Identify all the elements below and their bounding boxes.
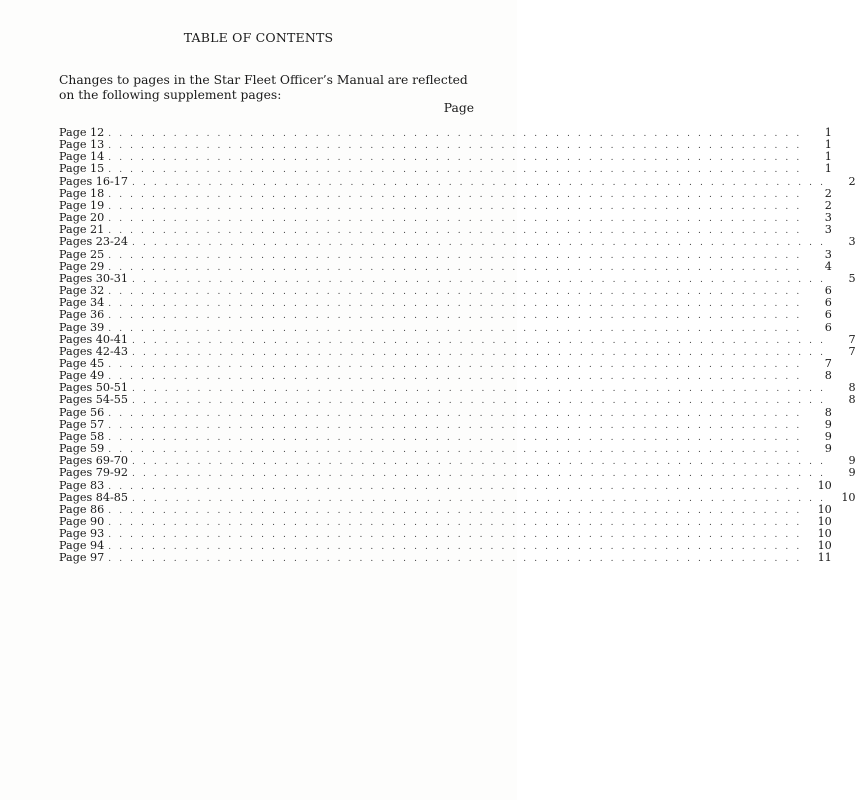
toc-entry [59,320,832,334]
toc-entry [59,356,832,370]
toc-entry-page-number: 6 [824,320,832,334]
toc-entry [59,539,832,553]
toc-entry-label: Page 19 [59,198,105,212]
toc-leader-dots: . . . . . . . . . . . . . . . . . . . . . . . . . . . . . . . . . . . . . . . . . . . . . . . . . . . . . . . . . . . . . . . . [132,335,826,346]
toc-entry-page-number: 2 [824,198,832,212]
toc-entry [59,271,856,285]
toc-list [59,126,856,565]
toc-entry-label: Page 45 [59,356,105,370]
toc-entry-page-number: 8 [824,369,832,383]
toc-entry-label: Page 13 [59,138,105,152]
toc-entry-label: Pages 16-17 [59,174,129,188]
toc-leader-dots: . . . . . . . . . . . . . . . . . . . . . . . . . . . . . . . . . . . . . . . . . . . . . . . . . . . . . . . . . . . . . . . . [108,189,802,200]
toc-entry-label: Pages 42-43 [59,344,129,358]
toc-entry-label: Page 83 [59,478,105,492]
toc-entry [59,162,832,176]
toc-entry-page-number: 3 [848,235,856,249]
toc-entry-label: Page 25 [59,247,105,261]
toc-leader-dots: . . . . . . . . . . . . . . . . . . . . . . . . . . . . . . . . . . . . . . . . . . . . . . . . . . . . . . . . . . . . . . . . [108,408,802,419]
toc-leader-dots: . . . . . . . . . . . . . . . . . . . . . . . . . . . . . . . . . . . . . . . . . . . . . . . . . . . . . . . . . . . . . . . . [132,177,826,188]
toc-entry-page-number: 9 [824,429,832,443]
toc-leader-dots: . . . . . . . . . . . . . . . . . . . . . . . . . . . . . . . . . . . . . . . . . . . . . . . . . . . . . . . . . . . . . . . . [132,457,826,468]
toc-entry-page-number: 11 [817,551,832,565]
toc-entry-page-number: 6 [824,284,832,298]
toc-entry-label: Page 15 [59,162,105,176]
toc-entry-page-number: 4 [824,259,832,273]
toc-entry [59,296,832,310]
toc-entry-label: Page 58 [59,429,105,443]
toc-leader-dots: . . . . . . . . . . . . . . . . . . . . . . . . . . . . . . . . . . . . . . . . . . . . . . . . . . . . . . . . . . . . . . . . [108,226,802,237]
toc-leader-dots: . . . . . . . . . . . . . . . . . . . . . . . . . . . . . . . . . . . . . . . . . . . . . . . . . . . . . . . . . . . . . . . . [108,530,802,541]
toc-leader-dots: . . . . . . . . . . . . . . . . . . . . . . . . . . . . . . . . . . . . . . . . . . . . . . . . . . . . . . . . . . . . . . . . [108,505,802,516]
page-title: TABLE OF CONTENTS [183,30,334,45]
toc-entry [59,405,832,419]
toc-entry-label: Page 29 [59,259,105,273]
toc-entry [59,502,832,516]
toc-entry-label: Pages 30-31 [59,271,129,285]
toc-entry-page-number: 7 [848,332,856,346]
toc-entry-label: Page 93 [59,527,105,541]
toc-entry [59,466,856,480]
toc-entry-page-number: 9 [824,442,832,456]
toc-entry-page-number: 10 [841,490,856,504]
toc-entry-label: Page 36 [59,308,105,322]
toc-entry [59,344,856,358]
toc-entry-page-number: 7 [824,356,832,370]
toc-entry [59,308,832,322]
toc-entry-page-number: 2 [824,186,832,200]
toc-entry [59,551,832,565]
toc-entry [59,490,856,504]
toc-leader-dots: . . . . . . . . . . . . . . . . . . . . . . . . . . . . . . . . . . . . . . . . . . . . . . . . . . . . . . . . . . . . . . . . [108,287,802,298]
toc-leader-dots: . . . . . . . . . . . . . . . . . . . . . . . . . . . . . . . . . . . . . . . . . . . . . . . . . . . . . . . . . . . . . . . . [108,311,802,322]
toc-leader-dots: . . . . . . . . . . . . . . . . . . . . . . . . . . . . . . . . . . . . . . . . . . . . . . . . . . . . . . . . . . . . . . . . [132,493,826,504]
toc-entry [59,332,856,346]
toc-entry-label: Page 59 [59,442,105,456]
toc-leader-dots: . . . . . . . . . . . . . . . . . . . . . . . . . . . . . . . . . . . . . . . . . . . . . . . . . . . . . . . . . . . . . . . . [108,554,802,565]
toc-entry-label: Pages 23-24 [59,235,129,249]
toc-entry-label: Page 32 [59,284,105,298]
toc-entry-page-number: 10 [817,502,832,516]
toc-entry-page-number: 10 [817,515,832,528]
toc-entry-page-number: 3 [824,223,832,237]
toc-entry [59,186,832,200]
toc-leader-dots: . . . . . . . . . . . . . . . . . . . . . . . . . . . . . . . . . . . . . . . . . . . . . . . . . . . . . . . . . . . . . . . . [108,432,802,443]
toc-entry [59,247,832,261]
toc-leader-dots: . . . . . . . . . . . . . . . . . . . . . . . . . . . . . . . . . . . . . . . . . . . . . . . . . . . . . . . . . . . . . . . . [108,250,802,261]
toc-entry [59,478,832,492]
toc-leader-dots: . . . . . . . . . . . . . . . . . . . . . . . . . . . . . . . . . . . . . . . . . . . . . . . . . . . . . . . . . . . . . . . . [108,359,802,370]
toc-entry [59,515,832,528]
toc-leader-dots: . . . . . . . . . . . . . . . . . . . . . . . . . . . . . . . . . . . . . . . . . . . . . . . . . . . . . . . . . . . . . . . . [108,165,802,176]
toc-entry-page-number: 1 [824,150,832,164]
toc-entry-label: Pages 84-85 [59,490,129,504]
toc-leader-dots: . . . . . . . . . . . . . . . . . . . . . . . . . . . . . . . . . . . . . . . . . . . . . . . . . . . . . . . . . . . . . . . . [108,323,802,334]
toc-entry-page-number: 8 [824,405,832,419]
toc-entry [59,126,832,139]
toc-entry-label: Pages 50-51 [59,381,129,395]
toc-entry [59,527,832,541]
toc-entry-label: Page 20 [59,211,105,225]
toc-entry-page-number: 6 [824,308,832,322]
toc-entry-label: Page 86 [59,502,105,516]
toc-leader-dots: . . . . . . . . . . . . . . . . . . . . . . . . . . . . . . . . . . . . . . . . . . . . . . . . . . . . . . . . . . . . . . . . [108,201,802,212]
toc-entry [59,138,832,152]
intro-paragraph: Changes to pages in the Star Fleet Officer’s Manual are reflected on the following supplement pages: [59,73,468,102]
toc-entry-label: Page 97 [59,551,105,565]
toc-leader-dots: . . . . . . . . . . . . . . . . . . . . . . . . . . . . . . . . . . . . . . . . . . . . . . . . . . . . . . . . . . . . . . . . [108,214,802,225]
toc-leader-dots: . . . . . . . . . . . . . . . . . . . . . . . . . . . . . . . . . . . . . . . . . . . . . . . . . . . . . . . . . . . . . . . . [132,469,826,480]
toc-leader-dots: . . . . . . . . . . . . . . . . . . . . . . . . . . . . . . . . . . . . . . . . . . . . . . . . . . . . . . . . . . . . . . . . [108,420,802,431]
toc-entry-page-number: 3 [824,211,832,225]
toc-entry-label: Pages 69-70 [59,454,129,468]
toc-leader-dots: . . . . . . . . . . . . . . . . . . . . . . . . . . . . . . . . . . . . . . . . . . . . . . . . . . . . . . . . . . . . . . . . [132,274,826,285]
toc-entry [59,198,832,212]
toc-entry-page-number: 3 [824,247,832,261]
toc-entry-label: Pages 40-41 [59,332,129,346]
toc-entry-label: Page 34 [59,296,105,310]
toc-entry-label: Page 18 [59,186,105,200]
toc-leader-dots: . . . . . . . . . . . . . . . . . . . . . . . . . . . . . . . . . . . . . . . . . . . . . . . . . . . . . . . . . . . . . . . . [108,518,802,528]
toc-entry-page-number: 9 [824,417,832,431]
toc-entry-page-number: 2 [848,174,856,188]
toc-leader-dots: . . . . . . . . . . . . . . . . . . . . . . . . . . . . . . . . . . . . . . . . . . . . . . . . . . . . . . . . . . . . . . . . [108,299,802,310]
page-column-header: Page [443,101,474,115]
toc-entry-label: Page 21 [59,223,105,237]
toc-entry-page-number: 10 [817,539,832,553]
toc-entry-label: Page 14 [59,150,105,164]
toc-leader-dots: . . . . . . . . . . . . . . . . . . . . . . . . . . . . . . . . . . . . . . . . . . . . . . . . . . . . . . . . . . . . . . . . [108,141,802,152]
toc-entry-label: Page 39 [59,320,105,334]
toc-entry-label: Page 49 [59,369,105,383]
toc-entry [59,235,856,249]
toc-entry-label: Page 90 [59,515,105,528]
toc-entry-page-number: 8 [848,393,856,407]
toc-entry-page-number: 9 [848,454,856,468]
toc-leader-dots: . . . . . . . . . . . . . . . . . . . . . . . . . . . . . . . . . . . . . . . . . . . . . . . . . . . . . . . . . . . . . . . . [132,347,826,358]
toc-leader-dots: . . . . . . . . . . . . . . . . . . . . . . . . . . . . . . . . . . . . . . . . . . . . . . . . . . . . . . . . . . . . . . . . [132,238,826,249]
toc-entry-label: Page 57 [59,417,105,431]
toc-entry-label: Pages 79-92 [59,466,129,480]
toc-entry-page-number: 9 [848,466,856,480]
toc-leader-dots: . . . . . . . . . . . . . . . . . . . . . . . . . . . . . . . . . . . . . . . . . . . . . . . . . . . . . . . . . . . . . . . . [108,153,802,164]
toc-entry-label: Page 12 [59,126,105,139]
toc-entry [59,417,832,431]
toc-entry-label: Page 56 [59,405,105,419]
toc-leader-dots: . . . . . . . . . . . . . . . . . . . . . . . . . . . . . . . . . . . . . . . . . . . . . . . . . . . . . . . . . . . . . . . . [132,384,826,395]
toc-entry-page-number: 8 [848,381,856,395]
toc-entry [59,284,832,298]
toc-entry [59,393,856,407]
toc-entry-page-number: 1 [824,126,832,139]
toc-leader-dots: . . . . . . . . . . . . . . . . . . . . . . . . . . . . . . . . . . . . . . . . . . . . . . . . . . . . . . . . . . . . . . . . [132,396,826,407]
toc-leader-dots: . . . . . . . . . . . . . . . . . . . . . . . . . . . . . . . . . . . . . . . . . . . . . . . . . . . . . . . . . . . . . . . . [108,481,802,492]
toc-entry [59,211,832,225]
toc-entry-page-number: 10 [817,478,832,492]
toc-entry-label: Pages 54-55 [59,393,129,407]
toc-leader-dots: . . . . . . . . . . . . . . . . . . . . . . . . . . . . . . . . . . . . . . . . . . . . . . . . . . . . . . . . . . . . . . . . [108,372,802,383]
toc-entry-page-number: 1 [824,162,832,176]
toc-entry-page-number: 1 [824,138,832,152]
toc-leader-dots: . . . . . . . . . . . . . . . . . . . . . . . . . . . . . . . . . . . . . . . . . . . . . . . . . . . . . . . . . . . . . . . . [108,542,802,553]
toc-entry [59,174,856,188]
toc-entry [59,429,832,443]
toc-entry-page-number: 5 [848,271,856,285]
toc-entry-label: Page 94 [59,539,105,553]
toc-entry-page-number: 7 [848,344,856,358]
toc-leader-dots: . . . . . . . . . . . . . . . . . . . . . . . . . . . . . . . . . . . . . . . . . . . . . . . . . . . . . . . . . . . . . . . . [108,129,802,139]
toc-entry-page-number: 10 [817,527,832,541]
toc-entry [59,150,832,164]
toc-leader-dots: . . . . . . . . . . . . . . . . . . . . . . . . . . . . . . . . . . . . . . . . . . . . . . . . . . . . . . . . . . . . . . . . [108,445,802,456]
toc-leader-dots: . . . . . . . . . . . . . . . . . . . . . . . . . . . . . . . . . . . . . . . . . . . . . . . . . . . . . . . . . . . . . . . . [108,262,802,273]
toc-entry-page-number: 6 [824,296,832,310]
